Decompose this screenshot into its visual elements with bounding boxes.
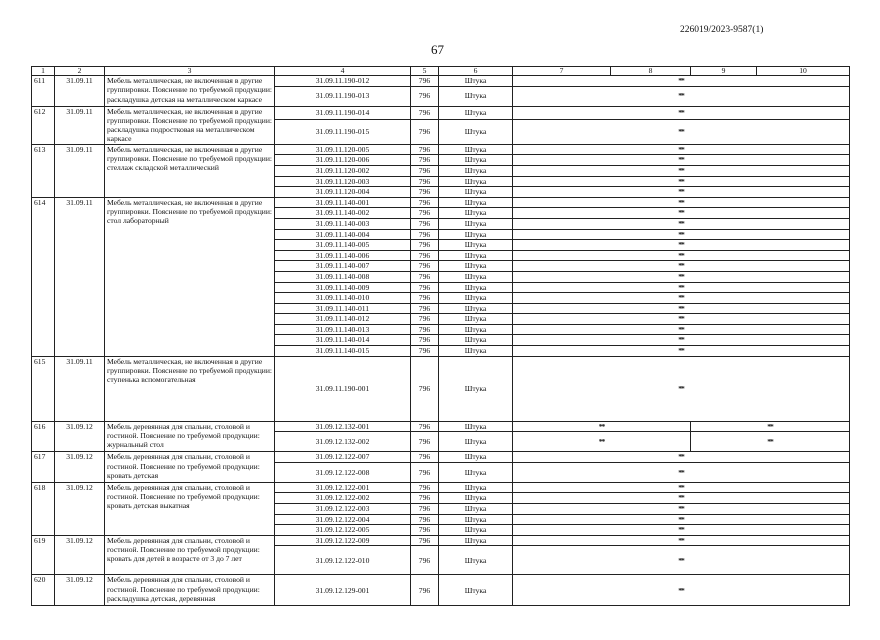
unit-name: Штука (439, 282, 513, 293)
item-description: Мебель деревянная для спальни, столовой и гостиной. Пояснение по требуемой продукции: кровать для детей в возрасте от 3 до 7 лет (105, 535, 275, 575)
page-number: 67 (431, 42, 444, 57)
mark-cell: ** (513, 119, 850, 144)
mark-cell: ** (513, 356, 850, 421)
mark-cell: ** (513, 208, 850, 219)
unit-name: Штука (439, 525, 513, 536)
unit-name: Штука (439, 144, 513, 155)
unit-name: Штука (439, 119, 513, 144)
okpd-code: 31.09.12 (55, 452, 105, 483)
okpd-code: 31.09.11 (55, 76, 105, 107)
column-header: 5 (411, 67, 439, 76)
ktru-code: 31.09.12.122-007 (275, 452, 411, 463)
row-number: 620 (32, 575, 55, 606)
mark-cell: ** (513, 293, 850, 304)
unit-name: Штука (439, 155, 513, 166)
unit-name: Штука (439, 250, 513, 261)
ktru-code: 31.09.12.122-001 (275, 482, 411, 493)
row-number: 615 (32, 356, 55, 421)
table-row (32, 535, 850, 546)
ktru-code: 31.09.11.140-005 (275, 240, 411, 251)
mark-cell: ** (513, 452, 850, 463)
unit-name: Штука (439, 493, 513, 504)
ktru-code: 31.09.12.132-002 (275, 432, 411, 452)
column-header: 9 (691, 67, 757, 76)
mark-cell: ** (513, 282, 850, 293)
table-row (32, 452, 850, 463)
unit-name: Штука (439, 482, 513, 493)
mark-cell: ** (513, 176, 850, 187)
okei-code: 796 (411, 303, 439, 314)
item-description: Мебель деревянная для спальни, столовой и гостиной. Пояснение по требуемой продукции: журнальный стол (105, 421, 275, 452)
okei-code: 796 (411, 229, 439, 240)
unit-name: Штука (439, 356, 513, 421)
table-row (32, 197, 850, 208)
unit-name: Штука (439, 346, 513, 357)
unit-name: Штука (439, 165, 513, 176)
ktru-code: 31.09.11.120-004 (275, 187, 411, 198)
ktru-code: 31.09.11.140-002 (275, 208, 411, 219)
okei-code: 796 (411, 165, 439, 176)
okei-code: 796 (411, 106, 439, 119)
row-number: 613 (32, 144, 55, 197)
okei-code: 796 (411, 144, 439, 155)
table-row (32, 106, 850, 119)
ktru-code: 31.09.11.190-013 (275, 86, 411, 106)
table-row (32, 356, 850, 421)
ktru-code: 31.09.11.140-010 (275, 293, 411, 304)
ktru-code: 31.09.11.140-008 (275, 271, 411, 282)
okei-code: 796 (411, 324, 439, 335)
unit-name: Штука (439, 176, 513, 187)
mark-cell: ** (513, 535, 850, 546)
okei-code: 796 (411, 346, 439, 357)
okei-code: 796 (411, 462, 439, 482)
okpd-code: 31.09.12 (55, 575, 105, 606)
column-header: 2 (55, 67, 105, 76)
ktru-code: 31.09.11.190-014 (275, 106, 411, 119)
ktru-code: 31.09.12.122-009 (275, 535, 411, 546)
okei-code: 796 (411, 525, 439, 536)
okei-code: 796 (411, 356, 439, 421)
okpd-code: 31.09.12 (55, 421, 105, 452)
table-row (32, 421, 850, 432)
mark-cell: ** (513, 165, 850, 176)
ktru-code: 31.09.11.140-009 (275, 282, 411, 293)
mark-cell: ** (513, 335, 850, 346)
ktru-code: 31.09.11.140-001 (275, 197, 411, 208)
unit-name: Штука (439, 514, 513, 525)
column-header: 6 (439, 67, 513, 76)
okei-code: 796 (411, 271, 439, 282)
unit-name: Штука (439, 452, 513, 463)
okpd-code: 31.09.11 (55, 106, 105, 144)
unit-name: Штука (439, 293, 513, 304)
row-number: 612 (32, 106, 55, 144)
ktru-code: 31.09.12.122-003 (275, 504, 411, 515)
ktru-code: 31.09.11.140-006 (275, 250, 411, 261)
item-description: Мебель металлическая, не включенная в другие группировки. Пояснение по требуемой продукции: стеллаж складской металлический (105, 144, 275, 197)
okei-code: 796 (411, 504, 439, 515)
unit-name: Штука (439, 218, 513, 229)
ktru-code: 31.09.11.140-011 (275, 303, 411, 314)
ktru-code: 31.09.12.122-004 (275, 514, 411, 525)
row-number: 619 (32, 535, 55, 575)
okei-code: 796 (411, 86, 439, 106)
okei-code: 796 (411, 250, 439, 261)
mark-cell: ** (513, 106, 850, 119)
mark-cell: ** (513, 155, 850, 166)
ktru-code: 31.09.12.122-005 (275, 525, 411, 536)
okei-code: 796 (411, 575, 439, 606)
ktru-code: 31.09.11.140-014 (275, 335, 411, 346)
unit-name: Штука (439, 106, 513, 119)
row-number: 617 (32, 452, 55, 483)
column-header: 4 (275, 67, 411, 76)
okei-code: 796 (411, 452, 439, 463)
unit-name: Штука (439, 187, 513, 198)
ktru-code: 31.09.12.132-001 (275, 421, 411, 432)
okei-code: 796 (411, 421, 439, 432)
row-number: 611 (32, 76, 55, 107)
document-number: 226019/2023-9587(1) (680, 25, 764, 35)
table-row (32, 76, 850, 87)
okpd-code: 31.09.11 (55, 197, 105, 356)
mark-cell: ** (513, 314, 850, 325)
unit-name: Штука (439, 335, 513, 346)
mark-cell: ** (513, 303, 850, 314)
okei-code: 796 (411, 535, 439, 546)
mark-cell: ** (513, 546, 850, 575)
unit-name: Штука (439, 462, 513, 482)
unit-name: Штука (439, 271, 513, 282)
unit-name: Штука (439, 261, 513, 272)
mark-cell: ** (513, 229, 850, 240)
column-header: 10 (757, 67, 850, 76)
row-number: 618 (32, 482, 55, 535)
unit-name: Штука (439, 86, 513, 106)
okei-code: 796 (411, 155, 439, 166)
item-description: Мебель металлическая, не включенная в другие группировки. Пояснение по требуемой продукции: раскладушка подростковая на металлическом каркасе (105, 106, 275, 144)
mark-cell: ** (513, 432, 691, 452)
column-header: 3 (105, 67, 275, 76)
unit-name: Штука (439, 432, 513, 452)
mark-cell: ** (513, 197, 850, 208)
mark-cell: ** (513, 525, 850, 536)
ktru-code: 31.09.11.120-005 (275, 144, 411, 155)
okei-code: 796 (411, 176, 439, 187)
mark-cell: ** (513, 76, 850, 87)
mark-cell: ** (513, 187, 850, 198)
mark-cell: ** (691, 432, 850, 452)
mark-cell: ** (513, 250, 850, 261)
okei-code: 796 (411, 546, 439, 575)
okei-code: 796 (411, 261, 439, 272)
table-row (32, 144, 850, 155)
unit-name: Штука (439, 324, 513, 335)
ktru-code: 31.09.12.122-008 (275, 462, 411, 482)
mark-cell: ** (513, 240, 850, 251)
okei-code: 796 (411, 314, 439, 325)
procurement-table (31, 66, 850, 606)
table-row (32, 575, 850, 606)
table-row (32, 482, 850, 493)
ktru-code: 31.09.11.140-013 (275, 324, 411, 335)
unit-name: Штука (439, 314, 513, 325)
okei-code: 796 (411, 293, 439, 304)
mark-cell: ** (513, 86, 850, 106)
mark-cell: ** (513, 504, 850, 515)
ktru-code: 31.09.11.190-012 (275, 76, 411, 87)
unit-name: Штука (439, 229, 513, 240)
mark-cell: ** (513, 493, 850, 504)
mark-cell: ** (513, 421, 691, 432)
item-description: Мебель деревянная для спальни, столовой и гостиной. Пояснение по требуемой продукции: раскладушка детская, деревянная (105, 575, 275, 606)
item-description: Мебель деревянная для спальни, столовой и гостиной. Пояснение по требуемой продукции: кровать детская (105, 452, 275, 483)
ktru-code: 31.09.12.122-010 (275, 546, 411, 575)
unit-name: Штука (439, 575, 513, 606)
mark-cell: ** (513, 218, 850, 229)
okei-code: 796 (411, 282, 439, 293)
ktru-code: 31.09.12.129-001 (275, 575, 411, 606)
ktru-code: 31.09.11.120-002 (275, 165, 411, 176)
mark-cell: ** (513, 575, 850, 606)
mark-cell: ** (513, 271, 850, 282)
okei-code: 796 (411, 76, 439, 87)
item-description: Мебель металлическая, не включенная в другие группировки. Пояснение по требуемой продукции: раскладушка детская на металлическом каркасе (105, 76, 275, 107)
table-header-row (32, 67, 850, 76)
mark-cell: ** (513, 324, 850, 335)
unit-name: Штука (439, 535, 513, 546)
mark-cell: ** (513, 462, 850, 482)
okei-code: 796 (411, 335, 439, 346)
okei-code: 796 (411, 493, 439, 504)
ktru-code: 31.09.12.122-002 (275, 493, 411, 504)
ktru-code: 31.09.11.140-015 (275, 346, 411, 357)
okpd-code: 31.09.11 (55, 144, 105, 197)
item-description: Мебель металлическая, не включенная в другие группировки. Пояснение по требуемой продукции: стол лабораторный (105, 197, 275, 356)
okei-code: 796 (411, 197, 439, 208)
mark-cell: ** (513, 346, 850, 357)
row-number: 616 (32, 421, 55, 452)
item-description: Мебель деревянная для спальни, столовой и гостиной. Пояснение по требуемой продукции: кровать детская выкатная (105, 482, 275, 535)
row-number: 614 (32, 197, 55, 356)
column-header: 1 (32, 67, 55, 76)
okei-code: 796 (411, 240, 439, 251)
ktru-code: 31.09.11.140-012 (275, 314, 411, 325)
unit-name: Штука (439, 546, 513, 575)
ktru-code: 31.09.11.140-007 (275, 261, 411, 272)
unit-name: Штука (439, 421, 513, 432)
item-description: Мебель металлическая, не включенная в другие группировки. Пояснение по требуемой продукции: ступенька вспомогательная (105, 356, 275, 421)
unit-name: Штука (439, 504, 513, 515)
ktru-code: 31.09.11.140-004 (275, 229, 411, 240)
mark-cell: ** (691, 421, 850, 432)
ktru-code: 31.09.11.190-001 (275, 356, 411, 421)
unit-name: Штука (439, 303, 513, 314)
column-header: 8 (611, 67, 691, 76)
column-header: 7 (513, 67, 611, 76)
okpd-code: 31.09.11 (55, 356, 105, 421)
okei-code: 796 (411, 119, 439, 144)
ktru-code: 31.09.11.140-003 (275, 218, 411, 229)
ktru-code: 31.09.11.120-003 (275, 176, 411, 187)
okei-code: 796 (411, 208, 439, 219)
mark-cell: ** (513, 144, 850, 155)
okei-code: 796 (411, 218, 439, 229)
mark-cell: ** (513, 261, 850, 272)
mark-cell: ** (513, 482, 850, 493)
ktru-code: 31.09.11.120-006 (275, 155, 411, 166)
unit-name: Штука (439, 76, 513, 87)
okei-code: 796 (411, 187, 439, 198)
okpd-code: 31.09.12 (55, 482, 105, 535)
okei-code: 796 (411, 482, 439, 493)
okei-code: 796 (411, 432, 439, 452)
unit-name: Штука (439, 208, 513, 219)
ktru-code: 31.09.11.190-015 (275, 119, 411, 144)
unit-name: Штука (439, 197, 513, 208)
unit-name: Штука (439, 240, 513, 251)
mark-cell: ** (513, 514, 850, 525)
okei-code: 796 (411, 514, 439, 525)
okpd-code: 31.09.12 (55, 535, 105, 575)
